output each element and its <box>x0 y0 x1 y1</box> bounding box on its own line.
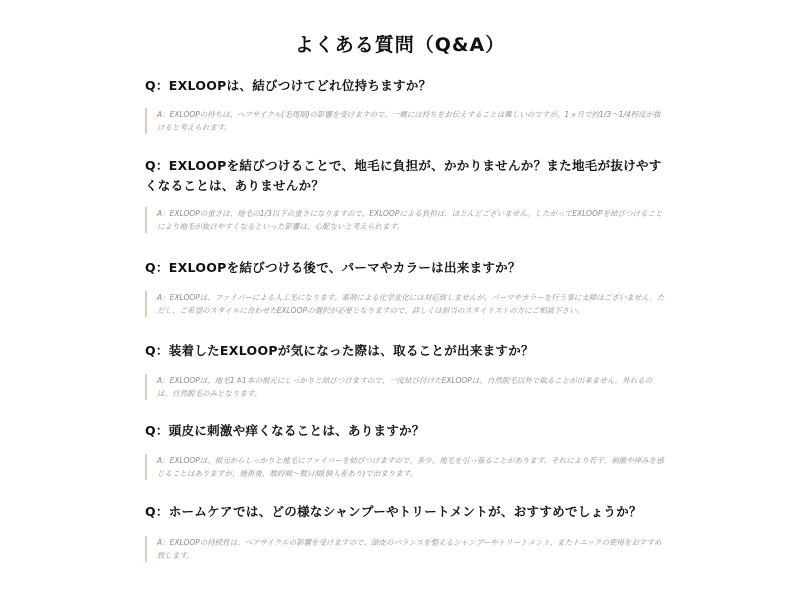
faq-answer: A：EXLOOPは、地毛1本1本の根元にしっかりと結びつけますので、一度結び付けたEXLOOPは、自然脱毛以外で取ることが出来ません。外れるのは、自然脱毛のみとなります。 <box>145 374 665 400</box>
faq-answer: A：EXLOOPは、根元からしっかりと地毛にファイバーを結びつけますので、多少、地毛を引っ張ることがあります。それにより若干、刺激や痒みを感じることはありますが、施術後、数時間～数日間(個人差あり)で治まります。 <box>145 454 665 480</box>
faq-question: Q：EXLOOPは、結びつけてどれ位持ちますか？ <box>145 78 432 93</box>
faq-item <box>145 258 665 317</box>
faq-answer: A：EXLOOPの重さは、地毛の1/3以下の重さになりますので、EXLOOPによる負担は、ほとんどございません。したがってEXLOOPを結びつけることにより地毛が抜けやすくなるといった影響は、心配ないと考えられます。 <box>145 207 665 233</box>
faq-question: Q：ホームケアでは、どの様なシャンプーやトリートメントが、おすすめでしょうか？ <box>145 504 642 519</box>
faq-item <box>145 341 665 400</box>
faq-item <box>145 421 665 480</box>
faq-item <box>145 156 665 233</box>
faq-question: Q：EXLOOPを結びつけることで、地毛に負担が、かかりませんか？また地毛が抜けやすくなることは、ありませんか？ <box>145 158 662 193</box>
faq-item <box>145 76 665 134</box>
faq-question: Q：EXLOOPを結びつける後で、パーマやカラーは出来ますか？ <box>145 260 521 275</box>
faq-answer: A：EXLOOPの持続性は、ヘアサイクルの影響を受けますので、頭皮のバランスを整えるシャンプーやトリートメント、またトニックの使用をおすすめ致します。 <box>145 536 665 562</box>
faq-answer: A：EXLOOPは、ファイバーによる人工毛になります。薬剤による化学変化には対応致しませんが、パーマやカラーを行う事に支障はございません。ただし、ご希望のスタイルに合わせたEXLOOPの選択が必要となりますので、詳しくは担当のスタイリストの方にご相談下さい。 <box>145 291 665 317</box>
faq-question: Q：装着したEXLOOPが気になった際は、取ることが出来ますか？ <box>145 343 534 358</box>
faq-question: Q：頭皮に刺激や痒くなることは、ありますか？ <box>145 423 425 438</box>
faq-item <box>145 502 665 562</box>
page-title: よくある質問（Q&A） <box>294 34 506 56</box>
faq-answer: A：EXLOOPの持ちは、ヘアサイクル(毛周期)の影響を受けますので、一概には持ちをお伝えすることは難しいのですが、1ヵ月で約1/3～1/4程度が抜けると考えられます。 <box>145 108 665 134</box>
